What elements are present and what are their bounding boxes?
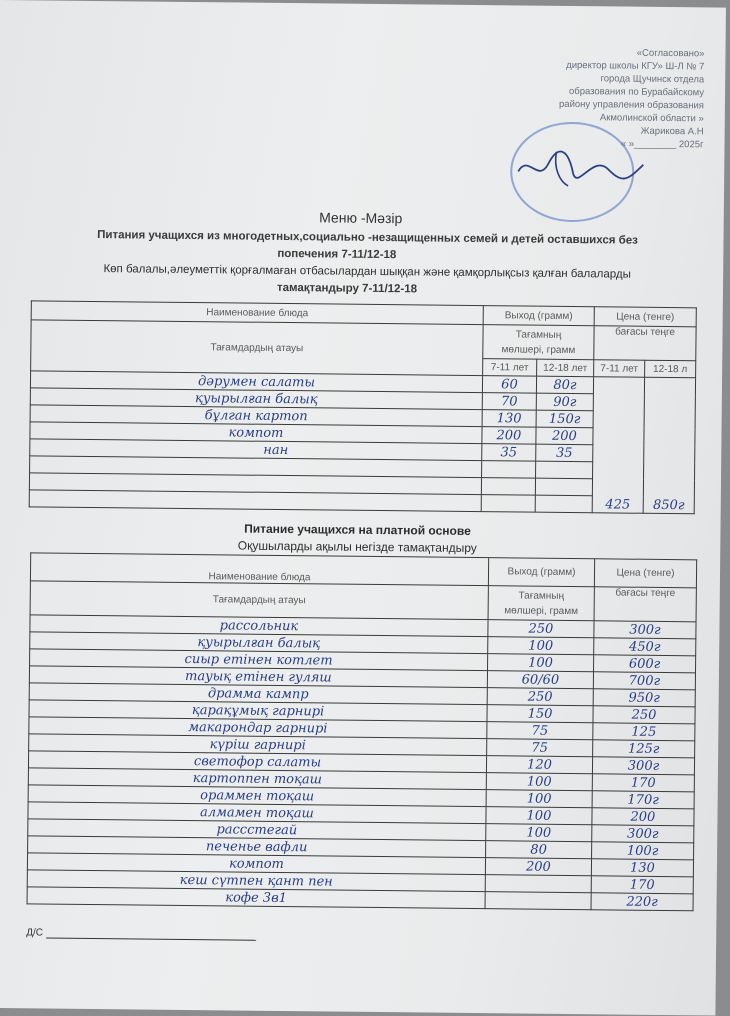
dish-name: компот: [27, 853, 485, 875]
dish-weight: 150: [487, 705, 593, 723]
footer-label: Д/С: [26, 927, 44, 939]
approval-line: « »________ 2025г: [620, 138, 704, 151]
dish-weight: 150г: [536, 410, 593, 428]
dish-name: рассстегай: [28, 819, 486, 841]
dish-name: компот: [30, 422, 482, 444]
header-price-ru: Цена (тенге): [594, 559, 696, 588]
header-price-kz: бағасы теңге: [594, 587, 696, 622]
dish-name: светофор салаты: [28, 751, 486, 773]
empty-cell: [481, 478, 535, 496]
approval-line: Жарикова А.Н: [640, 125, 704, 138]
dish-name: макарондар гарнирі: [29, 717, 487, 739]
dish-price: 170: [592, 774, 694, 792]
header-price-kz: бағасы теңге: [594, 326, 696, 361]
page-title: Меню -Мәзір: [319, 209, 403, 227]
header-output-kz: [488, 586, 594, 621]
dish-price: 125г: [593, 740, 695, 758]
dish-price: 125: [593, 723, 695, 741]
price-junior-value: 425: [605, 497, 631, 513]
dish-weight: 250: [487, 688, 593, 706]
price-senior-value: 850г: [652, 497, 685, 514]
dish-weight: 100: [486, 807, 592, 825]
header-output-kz-2: мөлшері, грамм: [501, 343, 576, 356]
age-header: 7-11 лет: [594, 360, 645, 378]
dish-name: кофе 3в1: [27, 887, 485, 909]
dish-name: күріш гарнирі: [29, 734, 487, 756]
dish-price: 450г: [594, 638, 696, 656]
dish-weight: 100: [488, 637, 594, 655]
empty-cell: [481, 495, 535, 513]
dish-weight: 100: [486, 773, 592, 791]
price-junior: [592, 377, 644, 514]
dish-weight: 120: [486, 756, 592, 774]
dish-name: рассольник: [30, 615, 488, 637]
dish-weight: 250: [488, 620, 594, 638]
header-name-ru: Наименование блюда: [30, 553, 488, 586]
header-name-kz: Тағамдардың атауы: [30, 581, 488, 620]
header-name-ru: Наименование блюда: [31, 301, 483, 325]
approval-line: города Щучинск отдела: [600, 73, 705, 86]
dish-price: 220г: [591, 893, 693, 911]
dish-weight: 80: [486, 841, 592, 859]
dish-weight: [485, 892, 591, 910]
dish-price: 950г: [593, 689, 695, 707]
approval-line: Акмолинской области »: [599, 112, 704, 125]
header-output-ru: Выход (грамм): [483, 306, 594, 326]
dish-weight: 200: [536, 427, 593, 445]
dish-name: бұлган картоп: [30, 405, 482, 427]
subtitle-kz: Көп балалы,әлеуметтік қорғалмаған отбасылардан шыққан және қамқорлықсыз қалған балаларды: [103, 263, 631, 281]
header-name-kz: Тағамдардың атауы: [31, 320, 484, 376]
dish-weight: 130: [482, 410, 536, 428]
dish-name: дәрумен салаты: [30, 371, 482, 393]
section-paid-kz: Оқушыларды ақылы негізде тамақтандыру: [237, 538, 477, 556]
dish-name: қуырылған балық: [30, 632, 488, 654]
header-output-kz-1: Тағамның: [515, 328, 562, 341]
menu-table-paid: [27, 552, 698, 911]
dish-name: драмма кампр: [29, 683, 487, 705]
dish-name: ораммен тоқаш: [28, 785, 486, 807]
dish-name: қуырылған балық: [30, 388, 482, 410]
empty-cell: [536, 461, 593, 479]
dish-name: картоппен тоқаш: [28, 768, 486, 790]
empty-cell: [482, 461, 536, 479]
dish-price: 300г: [594, 621, 696, 639]
dish-name: сиыр етінен котлет: [30, 649, 488, 671]
dish-price: 300г: [592, 825, 694, 843]
dish-price: 170: [591, 876, 693, 894]
dish-weight: 80г: [536, 376, 593, 394]
dish-name: тауық етінен гуляш: [29, 666, 487, 688]
dish-price: 700г: [593, 672, 695, 690]
price-senior: [643, 377, 695, 514]
dish-weight: 90г: [536, 393, 593, 411]
approval-line: директор школы КГУ» Ш-Л № 7: [566, 59, 705, 73]
subtitle-ru: Питания учащихся из многодетных,социально -незащищенных семей и детей оставшихся без: [97, 229, 638, 247]
dish-weight: 75: [487, 739, 593, 757]
approval-line: образования по Бурабайскому: [568, 85, 705, 99]
dish-weight: [485, 875, 591, 893]
dish-weight: 100: [486, 790, 592, 808]
dish-price: 130: [591, 859, 693, 877]
dish-weight: 100: [486, 824, 592, 842]
menu-table-free: [29, 300, 697, 514]
empty-cell: [535, 478, 592, 496]
dish-name: алмамен тоқаш: [28, 802, 486, 824]
dish-price: 300г: [592, 757, 694, 775]
header-output-kz: [483, 325, 594, 360]
dish-name: қарақұмық гарнирі: [29, 700, 487, 722]
dish-price: 170г: [592, 791, 694, 809]
dish-name: кеш сүтпен қант пен: [27, 870, 485, 892]
header-output-kz-2: мөлшері, грамм: [504, 604, 579, 617]
dish-weight: 70: [482, 393, 536, 411]
dish-price: 200: [592, 808, 694, 826]
header-price-ru: Цена (тенге): [594, 307, 696, 327]
signature-scribble: [498, 143, 649, 195]
subtitle-kz-2: тамақтандыру 7-11/12-18: [276, 281, 418, 296]
dish-weight: 35: [482, 444, 536, 462]
dish-name: печенье вафли: [28, 836, 486, 858]
header-output-kz-1: Тағамның: [518, 589, 565, 602]
header-output-ru: Выход (грамм): [488, 558, 594, 587]
empty-cell: [29, 490, 481, 512]
age-header: 12-18 лет: [537, 359, 594, 377]
approval-line: району управления образования: [558, 98, 704, 112]
dish-weight: 35: [536, 444, 593, 462]
empty-cell: [535, 495, 592, 513]
dish-price: 100г: [592, 842, 694, 860]
dish-price: 250: [593, 706, 695, 724]
dish-weight: 200: [485, 858, 591, 876]
age-header: 7-11 лет: [483, 359, 537, 377]
dish-name: нан: [30, 439, 482, 461]
dish-price: 600г: [593, 655, 695, 673]
dish-weight: 75: [487, 722, 593, 740]
dish-weight: 60: [482, 376, 536, 394]
footer-signature-line: [46, 929, 256, 941]
approval-line: «Согласовано»: [636, 47, 705, 60]
age-header: 12-18 л: [645, 360, 696, 378]
footer: [26, 927, 256, 940]
dish-weight: 100: [488, 654, 594, 672]
section-paid-ru: Питание учащихся на платной основе: [244, 521, 471, 538]
subtitle-ru-2: попечения 7-11/12-18: [277, 247, 397, 262]
dish-weight: 200: [482, 427, 536, 445]
dish-weight: 60/60: [487, 671, 593, 689]
